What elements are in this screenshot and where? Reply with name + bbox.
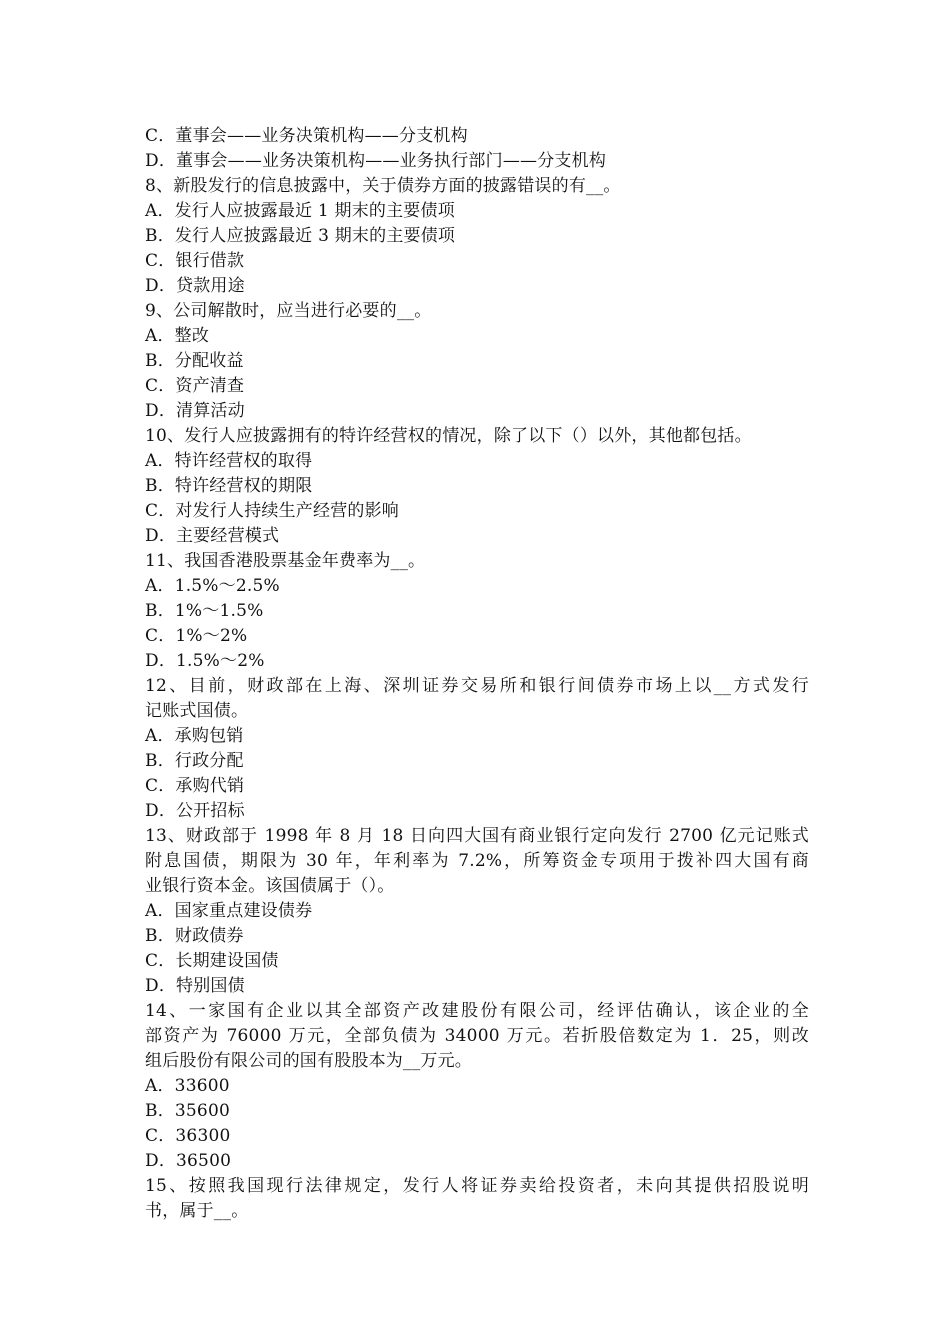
option-line: C．承购代销 <box>145 776 245 796</box>
question-line: 附息国债，期限为 30 年，年利率为 7.2%，所筹资金专项用于拨补四大国有商 <box>145 851 809 871</box>
question-line: 15、按照我国现行法律规定，发行人将证券卖给投资者，未向其提供招股说明 <box>145 1176 809 1196</box>
question-line: 10、发行人应披露拥有的特许经营权的情况，除了以下（）以外，其他都包括。 <box>145 426 752 446</box>
question-line: 8、新股发行的信息披露中，关于债券方面的披露错误的有__。 <box>145 176 621 196</box>
question-line: 书，属于__。 <box>145 1201 249 1221</box>
option-line: A．整改 <box>145 326 210 346</box>
option-line: B．1%～1.5% <box>145 601 264 621</box>
option-line: B．发行人应披露最近 3 期末的主要债项 <box>145 226 456 246</box>
option-line: C．对发行人持续生产经营的影响 <box>145 501 400 521</box>
question-line: 11、我国香港股票基金年费率为__。 <box>145 551 426 571</box>
option-line: D．1.5%～2% <box>145 651 265 671</box>
option-line: D．主要经营模式 <box>145 526 280 546</box>
option-line: B．财政债券 <box>145 926 244 946</box>
question-line: 组后股份有限公司的国有股股本为__万元。 <box>145 1051 472 1071</box>
question-line: 13、财政部于 1998 年 8 月 18 日向四大国有商业银行定向发行 2700 亿元记账式 <box>145 826 809 846</box>
option-line: A．国家重点建设债券 <box>145 901 313 921</box>
option-line: D．贷款用途 <box>145 276 245 296</box>
option-line: C．36300 <box>145 1126 231 1146</box>
option-line: D．清算活动 <box>145 401 245 421</box>
question-line: 部资产为 76000 万元，全部负债为 34000 万元。若折股倍数定为 1．25，则改 <box>145 1026 809 1046</box>
option-line: A．承购包销 <box>145 726 244 746</box>
option-line: D．36500 <box>145 1151 232 1171</box>
question-line: 业银行资本金。该国债属于（）。 <box>145 876 395 896</box>
option-line: C．1%～2% <box>145 626 248 646</box>
option-line: D．特别国债 <box>145 976 245 996</box>
question-line: 14、一家国有企业以其全部资产改建股份有限公司，经评估确认，该企业的全 <box>145 1001 809 1021</box>
option-line: D．公开招标 <box>145 801 245 821</box>
option-line: A．1.5%～2.5% <box>145 576 280 596</box>
option-line: C．资产清查 <box>145 376 245 396</box>
option-line: A．发行人应披露最近 1 期末的主要债项 <box>145 201 455 221</box>
question-line: 9、公司解散时，应当进行必要的__。 <box>145 301 432 321</box>
option-line: B．35600 <box>145 1101 230 1121</box>
option-line: A．33600 <box>145 1076 230 1096</box>
option-line: D．董事会——业务决策机构——业务执行部门——分支机构 <box>145 151 607 171</box>
question-line: 12、目前，财政部在上海、深圳证券交易所和银行间债券市场上以__方式发行 <box>145 676 809 696</box>
option-line: C．银行借款 <box>145 251 245 271</box>
option-line: B．特许经营权的期限 <box>145 476 313 496</box>
option-line: C．长期建设国债 <box>145 951 279 971</box>
option-line: A．特许经营权的取得 <box>145 451 313 471</box>
option-line: C．董事会——业务决策机构——分支机构 <box>145 126 468 146</box>
document-page <box>145 124 809 1224</box>
option-line: B．分配收益 <box>145 351 244 371</box>
option-line: B．行政分配 <box>145 751 244 771</box>
question-line: 记账式国债。 <box>145 701 249 721</box>
